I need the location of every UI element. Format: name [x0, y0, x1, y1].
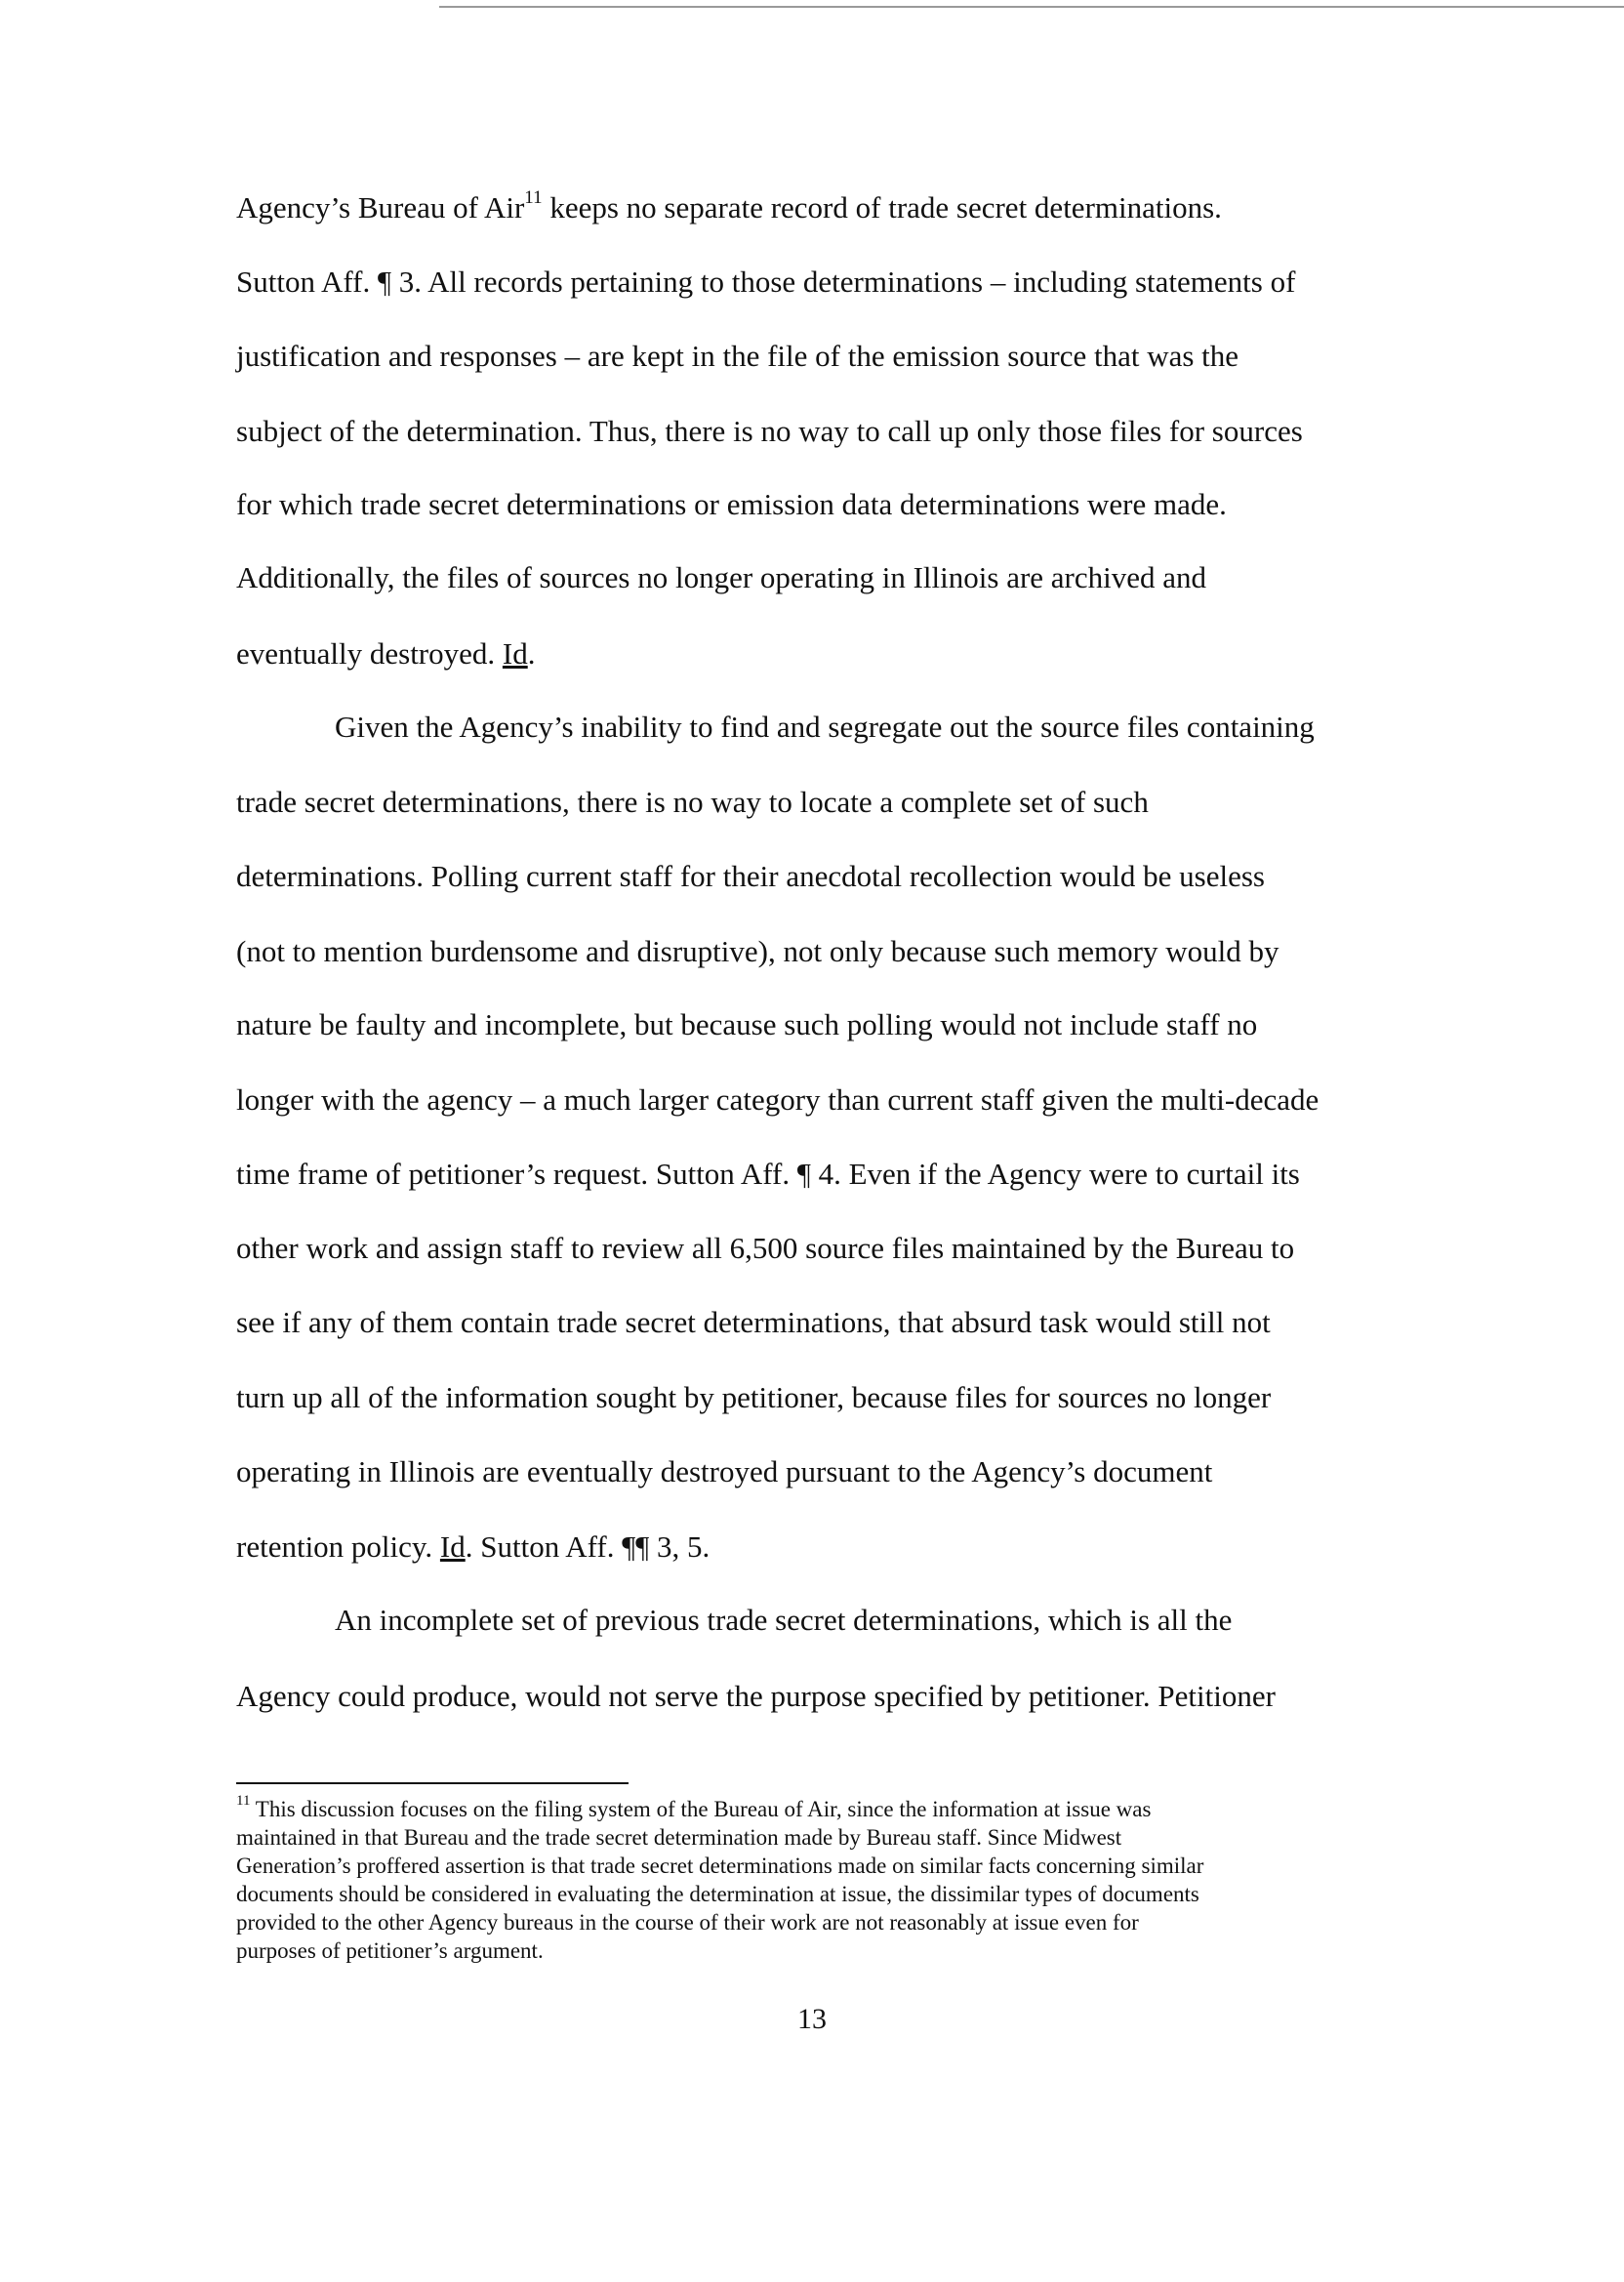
footnote-marker: 11	[236, 1793, 251, 1810]
text-run: . Sutton Aff. ¶¶ 3, 5.	[465, 1529, 710, 1564]
text-run: retention policy.	[236, 1529, 440, 1564]
id-citation: Id	[439, 1529, 466, 1564]
text-run: eventually destroyed.	[236, 636, 503, 671]
paragraph-2-line-9: see if any of them contain trade secret determinations, that absurd task would still not	[236, 1305, 1271, 1339]
footnote-line-1	[236, 1793, 1152, 1823]
paragraph-2-line-5: nature be faulty and incomplete, but because such polling would not include staff no	[236, 1007, 1258, 1041]
paragraph-3-line-1: An incomplete set of previous trade secret determinations, which is all the	[335, 1603, 1233, 1637]
paragraph-1-line-4: subject of the determination. Thus, there is no way to call up only those files for sources	[236, 414, 1303, 448]
footnote-line-3: Generation’s proffered assertion is that trade secret determinations made on similar facts concerning similar	[236, 1854, 1204, 1878]
footnote-reference: 11	[524, 186, 543, 208]
paragraph-2-line-4: (not to mention burdensome and disruptive), not only because such memory would by	[236, 934, 1279, 968]
paragraph-1-line-5: for which trade secret determinations or emission data determinations were made.	[236, 487, 1227, 521]
paragraph-2-line-7: time frame of petitioner’s request. Sutton Aff. ¶ 4. Even if the Agency were to curtail its	[236, 1157, 1300, 1191]
paragraph-2-line-3: determinations. Polling current staff for their anecdotal recollection would be useless	[236, 859, 1265, 893]
text-run: keeps no separate record of trade secret determinations.	[542, 190, 1222, 224]
footnote-line-2: maintained in that Bureau and the trade secret determination made by Bureau staff. Since Midwest	[236, 1825, 1122, 1850]
paragraph-2-line-2: trade secret determinations, there is no way to locate a complete set of such	[236, 785, 1149, 819]
paragraph-3-line-2: Agency could produce, would not serve the purpose specified by petitioner. Petitioner	[236, 1679, 1276, 1713]
paragraph-2-line-1: Given the Agency’s inability to find and segregate out the source files containing	[335, 710, 1315, 744]
page-number: 13	[797, 2003, 827, 2035]
id-citation: Id	[502, 636, 528, 671]
paragraph-1-line-1	[236, 188, 1222, 227]
paragraph-2-line-6: longer with the agency – a much larger category than current staff given the multi-decade	[236, 1082, 1320, 1117]
footnote-separator	[236, 1782, 629, 1784]
page-top-edge-rule	[439, 6, 1624, 8]
text-run: Agency’s Bureau of Air	[236, 190, 525, 224]
paragraph-1-line-6: Additionally, the files of sources no longer operating in Illinois are archived and	[236, 560, 1207, 594]
paragraph-1-line-3: justification and responses – are kept in the file of the emission source that was the	[236, 339, 1239, 373]
text-run: This discussion focuses on the filing system of the Bureau of Air, since the information at issue was	[250, 1797, 1152, 1821]
paragraph-2-line-10: turn up all of the information sought by petitioner, because files for sources no longer	[236, 1380, 1272, 1414]
paragraph-2-line-11: operating in Illinois are eventually destroyed pursuant to the Agency’s document	[236, 1454, 1213, 1488]
paragraph-1-line-7	[236, 634, 535, 673]
footnote-line-6: purposes of petitioner’s argument.	[236, 1938, 544, 1963]
paragraph-2-line-12	[236, 1528, 710, 1567]
footnote-line-4: documents should be considered in evaluating the determination at issue, the dissimilar types of documents	[236, 1882, 1199, 1906]
paragraph-2-line-8: other work and assign staff to review all 6,500 source files maintained by the Bureau to	[236, 1231, 1295, 1265]
paragraph-1-line-2: Sutton Aff. ¶ 3. All records pertaining to those determinations – including statements of	[236, 265, 1296, 299]
footnote-line-5: provided to the other Agency bureaus in the course of their work are not reasonably at issue even for	[236, 1910, 1139, 1935]
text-run: .	[527, 636, 536, 671]
